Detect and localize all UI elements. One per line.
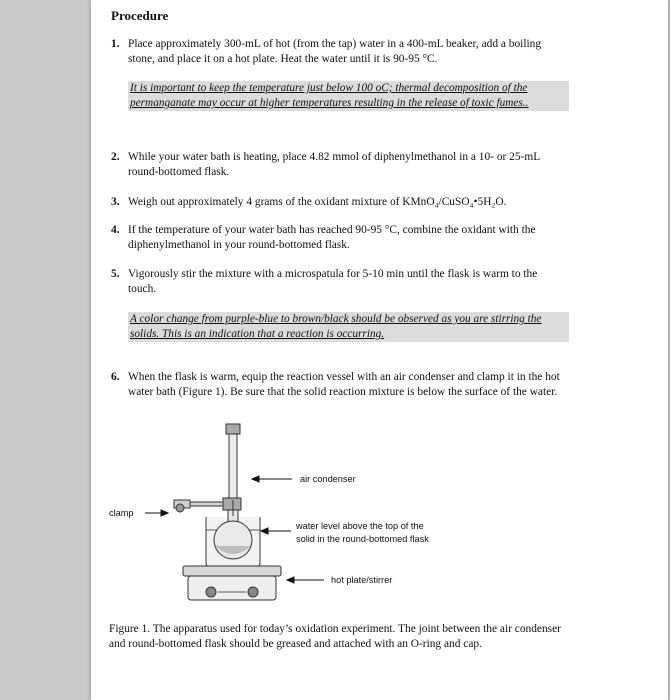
procedure-heading: Procedure bbox=[111, 8, 169, 23]
figure-caption bbox=[109, 622, 567, 652]
water-level-arrowhead bbox=[261, 528, 268, 534]
step-number: 6. bbox=[111, 371, 120, 383]
water-level-label-line2: solid in the round-bottomed flask bbox=[296, 534, 429, 544]
figure-caption-label: Figure 1. bbox=[109, 623, 151, 635]
apparatus-figure bbox=[91, 0, 668, 700]
hot-plate-arrowhead bbox=[287, 577, 294, 583]
step-text: Vigorously stir the mixture with a microspatula for 5-10 min until the flask is warm to the touch. bbox=[128, 268, 538, 295]
clamp-label: clamp bbox=[109, 508, 134, 518]
step-number: 5. bbox=[111, 268, 120, 280]
air-condenser-arrowhead bbox=[252, 476, 259, 482]
color-change-note: A color change from purple-blue to brown/black should be observed as you are stirring the solids. This is an indication that a reaction is occurring. bbox=[128, 312, 569, 342]
step-text: Weigh out approximately 4 grams of the oxidant mixture of KMnO₄/CuSO₄•5H₂O. bbox=[128, 196, 507, 208]
temperature-warning-note: It is important to keep the temperature just below 100 oC; thermal decomposition of the permanganate may occur at higher temperatures resulting in the release of toxic fumes.. bbox=[128, 81, 569, 111]
hot-plate-icon bbox=[183, 566, 281, 600]
clamp-arrowhead bbox=[161, 510, 168, 516]
step-number: 4. bbox=[111, 224, 120, 236]
document-page bbox=[91, 0, 668, 700]
step-number: 1. bbox=[111, 38, 120, 50]
step-number: 3. bbox=[111, 196, 120, 208]
step-text: When the flask is warm, equip the reaction vessel with an air condenser and clamp it in the hot water bath (Figure 1). Be sure that the solid reaction mixture is below the surface of the water. bbox=[128, 371, 560, 398]
step-text: Place approximately 300-mL of hot (from the tap) water in a 400-mL beaker, add a boiling stone, and place it on a hot plate. Heat the water until it is 90-95 °C. bbox=[128, 38, 542, 65]
air-condenser-label: air condenser bbox=[300, 474, 356, 484]
step-text: If the temperature of your water bath has reached 90-95 °C, combine the oxidant with the diphenylmethanol in your round-bottomed flask. bbox=[128, 224, 536, 251]
figure-caption-text: The apparatus used for today’s oxidation experiment. The joint between the air condenser and round-bottomed flask should be greased and attached with an O-ring and cap. bbox=[109, 623, 561, 650]
air-condenser-icon bbox=[226, 424, 240, 510]
step-number: 2. bbox=[111, 151, 120, 163]
hot-plate-label: hot plate/stirrer bbox=[331, 575, 393, 585]
water-level-label-line1: water level above the top of the bbox=[296, 521, 424, 531]
clamp-icon bbox=[174, 498, 241, 512]
step-text: While your water bath is heating, place 4.82 mmol of diphenylmethanol in a 10- or 25-mL round-bottomed flask. bbox=[128, 151, 540, 178]
